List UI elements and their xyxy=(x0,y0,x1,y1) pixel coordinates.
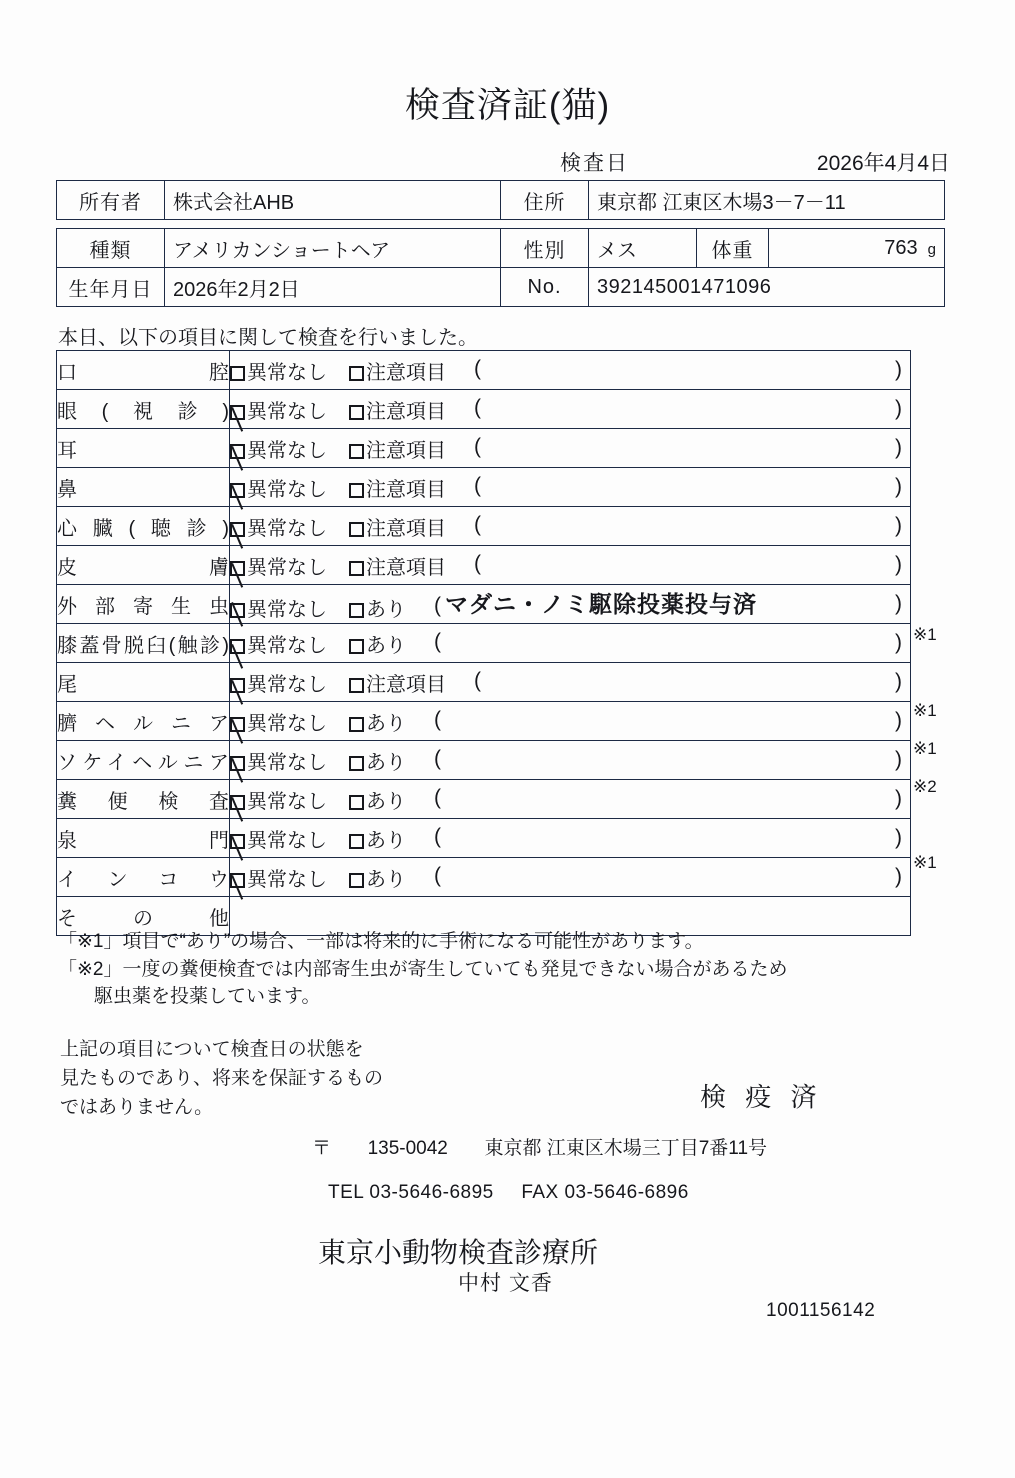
empty-checkbox-icon xyxy=(349,405,364,420)
footnote-mark xyxy=(913,806,1003,844)
clinic-tel: TEL 03-5646-6895 xyxy=(328,1182,494,1203)
note-paren-close: ) xyxy=(895,475,902,498)
checkmark-icon xyxy=(230,366,245,381)
empty-checkbox-icon xyxy=(349,678,364,693)
checkbox-normal[interactable] xyxy=(230,551,327,580)
checkbox-normal[interactable] xyxy=(230,434,327,463)
checkbox-abnormal[interactable] xyxy=(349,473,446,502)
note-paren-open: ( xyxy=(474,474,481,498)
checkbox-label: 注意項目 xyxy=(366,517,446,540)
checklist-item-label: 糞便検査 xyxy=(57,780,230,819)
checklist-row xyxy=(57,858,911,897)
checklist-note: マダニ・ノミ駆除投薬投与済 xyxy=(445,591,757,618)
checkbox-abnormal[interactable] xyxy=(349,668,446,697)
checklist-row xyxy=(57,624,911,663)
footnote-mark xyxy=(913,502,1003,540)
empty-checkbox-icon xyxy=(349,795,364,810)
checkbox-label: 注意項目 xyxy=(366,439,446,462)
footnote-2-cont: 駆虫薬を投薬しています。 xyxy=(94,986,321,1008)
checkbox-normal[interactable] xyxy=(230,668,327,697)
checkbox-normal[interactable] xyxy=(230,512,327,541)
checklist-item-options xyxy=(230,546,911,585)
registration-no-label: No. xyxy=(501,268,589,307)
note-paren-close: ) xyxy=(895,748,902,771)
checklist-item-options xyxy=(230,468,911,507)
checkbox-abnormal[interactable] xyxy=(349,746,406,775)
checkbox-label: 異常なし xyxy=(247,400,327,423)
checkbox-label: 異常なし xyxy=(247,439,327,462)
checklist-item-options xyxy=(230,819,911,858)
intro-text: 本日、以下の項目に関して検査を行いました。 xyxy=(58,327,478,349)
note-paren-close: ) xyxy=(895,865,902,888)
checkbox-label: 異常なし xyxy=(247,556,327,579)
footnote-mark xyxy=(913,426,1003,464)
checklist-item-label: 膝蓋骨脱臼(触診) xyxy=(57,624,230,663)
checkbox-label: 異常なし xyxy=(247,361,327,384)
checklist-item-options xyxy=(230,780,911,819)
checkmark-icon xyxy=(230,639,245,654)
note-paren-open: ( xyxy=(434,594,441,618)
checklist-item-label: 外部寄生虫 xyxy=(57,585,230,624)
checkbox-abnormal[interactable] xyxy=(349,356,446,385)
note-paren-open: ( xyxy=(474,435,481,459)
sex-label: 性別 xyxy=(501,229,589,268)
empty-checkbox-icon xyxy=(349,561,364,576)
clinic-person-name: 中村 文香 xyxy=(458,1272,553,1295)
breed-value: アメリカンショートヘア xyxy=(165,229,501,268)
checkbox-label: 注意項目 xyxy=(366,556,446,579)
checklist-item-options xyxy=(230,390,911,429)
checklist-item-label: 心臓(聴診) xyxy=(57,507,230,546)
empty-checkbox-icon xyxy=(349,717,364,732)
checkbox-label: 注意項目 xyxy=(366,361,446,384)
owner-label: 所有者 xyxy=(57,181,165,220)
checkbox-abnormal[interactable] xyxy=(349,785,406,814)
clinic-name: 東京小動物検査診療所 xyxy=(318,1237,599,1268)
checklist-item-label: その他 xyxy=(57,897,230,936)
note-paren-close: ) xyxy=(895,397,902,420)
empty-checkbox-icon xyxy=(349,366,364,381)
postal-mark-icon: 〒 xyxy=(312,1138,332,1159)
footnote-mark: ※1 xyxy=(913,625,937,644)
checklist-row xyxy=(57,429,911,468)
checkbox-label: 異常なし xyxy=(247,517,327,540)
checkmark-icon xyxy=(230,834,245,849)
disclaimer-line-1: 上記の項目について検査日の状態を xyxy=(60,1039,364,1060)
registration-no-value: 392145001471096 xyxy=(589,268,945,307)
weight-value: 763 xyxy=(884,236,918,259)
note-paren-close: ) xyxy=(895,358,902,381)
checkbox-label: 異常なし xyxy=(247,634,327,657)
empty-checkbox-icon xyxy=(349,603,364,618)
checkbox-label: 異常なし xyxy=(247,751,327,774)
footnote-mark xyxy=(913,882,1003,920)
checklist-item-label: 耳 xyxy=(57,429,230,468)
checkmark-icon xyxy=(230,522,245,537)
checkbox-abnormal[interactable] xyxy=(349,512,446,541)
birth-label: 生年月日 xyxy=(57,268,165,307)
checkbox-label: あり xyxy=(366,751,406,774)
note-paren-open: ( xyxy=(434,864,441,888)
checklist-row xyxy=(57,741,911,780)
checklist-item-label: ソケイヘルニア xyxy=(57,741,230,780)
checkbox-normal[interactable] xyxy=(230,824,327,853)
checklist-item-label: インコウ xyxy=(57,858,230,897)
checkbox-label: 異常なし xyxy=(247,790,327,813)
owner-table xyxy=(56,180,945,220)
checkmark-icon xyxy=(230,717,245,732)
checkmark-icon xyxy=(230,603,245,618)
checklist-row xyxy=(57,585,911,624)
address-label: 住所 xyxy=(501,181,589,220)
checkbox-normal[interactable] xyxy=(230,356,327,385)
checkbox-label: あり xyxy=(366,868,406,891)
checklist-item-label: 口腔 xyxy=(57,351,230,390)
note-paren-close: ) xyxy=(895,826,902,849)
note-paren-close: ) xyxy=(895,592,902,615)
checklist-row xyxy=(57,663,911,702)
checklist-item-options xyxy=(230,858,911,897)
checkbox-label: 注意項目 xyxy=(366,673,446,696)
footnote-mark xyxy=(913,654,1003,692)
checkbox-label: 異常なし xyxy=(247,829,327,852)
note-paren-open: ( xyxy=(434,747,441,771)
checkmark-icon xyxy=(230,756,245,771)
footnote-mark xyxy=(913,540,1003,578)
checkbox-normal[interactable] xyxy=(230,395,327,424)
checkbox-abnormal[interactable] xyxy=(349,395,446,424)
checkbox-normal[interactable] xyxy=(230,863,327,892)
disclaimer xyxy=(60,1036,383,1123)
checkbox-label: 異常なし xyxy=(247,478,327,501)
footnote-mark xyxy=(913,350,1003,388)
breed-label: 種類 xyxy=(57,229,165,268)
empty-checkbox-icon xyxy=(349,834,364,849)
checklist-item-label: 臍ヘルニア xyxy=(57,702,230,741)
checkmark-icon xyxy=(230,561,245,576)
animal-table xyxy=(56,228,945,307)
footnotes xyxy=(58,928,788,1011)
checklist-row xyxy=(57,390,911,429)
address-value: 東京都 江東区木場3－7－11 xyxy=(589,181,945,220)
checkbox-label: 異常なし xyxy=(247,712,327,735)
checkbox-label: あり xyxy=(366,712,406,735)
note-paren-open: ( xyxy=(474,513,481,537)
note-paren-close: ) xyxy=(895,436,902,459)
checkbox-normal[interactable] xyxy=(230,593,327,622)
footnote-mark: ※1 xyxy=(913,739,937,758)
checklist-row xyxy=(57,468,911,507)
checkmark-icon xyxy=(230,795,245,810)
note-paren-close: ) xyxy=(895,553,902,576)
checkbox-abnormal[interactable] xyxy=(349,824,406,853)
note-paren-open: ( xyxy=(434,630,441,654)
disclaimer-line-3: ではありません。 xyxy=(60,1096,214,1118)
sex-value: メス xyxy=(589,229,697,268)
table-row xyxy=(57,229,945,268)
checklist-item-options xyxy=(230,741,911,780)
weight-unit: g xyxy=(927,240,936,258)
footnote-mark xyxy=(913,388,1003,426)
footnote-mark: ※1 xyxy=(913,701,937,720)
checkbox-normal[interactable] xyxy=(230,785,327,814)
checkbox-normal[interactable] xyxy=(230,707,327,736)
checklist-row xyxy=(57,819,911,858)
note-paren-open: ( xyxy=(434,708,441,732)
checklist-item-options xyxy=(230,429,911,468)
footnote-mark xyxy=(913,578,1003,616)
checklist-item-options xyxy=(230,585,911,624)
empty-checkbox-icon xyxy=(230,873,245,888)
checkbox-label: 注意項目 xyxy=(366,478,446,501)
page-title: 検査済証(猫) xyxy=(404,86,611,125)
checklist-item-options xyxy=(230,507,911,546)
checkbox-label: あり xyxy=(366,829,406,852)
birth-value: 2026年2月2日 xyxy=(165,268,501,307)
checkbox-normal[interactable] xyxy=(230,746,327,775)
checklist-item-label: 皮膚 xyxy=(57,546,230,585)
checklist-row xyxy=(57,780,911,819)
checkbox-abnormal[interactable] xyxy=(349,593,406,622)
inspection-date-row xyxy=(560,147,950,177)
checklist-row xyxy=(57,546,911,585)
empty-checkbox-icon xyxy=(349,444,364,459)
empty-checkbox-icon xyxy=(349,639,364,654)
note-paren-close: ) xyxy=(895,709,902,732)
empty-checkbox-icon xyxy=(349,873,364,888)
note-paren-open: ( xyxy=(474,396,481,420)
checklist-row xyxy=(57,702,911,741)
checklist-item-options xyxy=(230,702,911,741)
postal-code: 135-0042 xyxy=(367,1138,448,1159)
checkmark-icon xyxy=(230,444,245,459)
owner-value: 株式会社AHB xyxy=(165,181,501,220)
note-paren-close: ) xyxy=(895,631,902,654)
checklist-row xyxy=(57,351,911,390)
note-paren-close: ) xyxy=(895,514,902,537)
footnote-mark: ※2 xyxy=(913,777,937,796)
disclaimer-line-2: 見たものであり、将来を保証するもの xyxy=(60,1067,384,1089)
empty-checkbox-icon xyxy=(349,756,364,771)
checkmark-icon xyxy=(230,678,245,693)
table-row xyxy=(57,181,945,220)
footnote-2: 「※2」一度の糞便検査では内部寄生虫が寄生していても発見できない場合があるため xyxy=(58,958,788,980)
weight-label: 体重 xyxy=(697,229,769,268)
checklist-item-label: 泉門 xyxy=(57,819,230,858)
checkbox-abnormal[interactable] xyxy=(349,551,446,580)
footnote-marks-column xyxy=(913,350,1003,920)
checkbox-label: あり xyxy=(366,598,406,621)
checkbox-normal[interactable] xyxy=(230,473,327,502)
quarantine-stamp: 検 疫 済 xyxy=(700,1082,823,1112)
clinic-address xyxy=(312,1133,767,1160)
empty-checkbox-icon xyxy=(349,522,364,537)
inspection-checklist-table xyxy=(56,350,911,936)
checkbox-abnormal[interactable] xyxy=(349,629,406,658)
note-paren-open: ( xyxy=(474,552,481,576)
checklist-item-label: 眼(視診) xyxy=(57,390,230,429)
checkbox-normal[interactable] xyxy=(230,629,327,658)
clinic-contact xyxy=(328,1182,689,1204)
note-paren-open: ( xyxy=(434,825,441,849)
empty-checkbox-icon xyxy=(349,483,364,498)
checkbox-abnormal[interactable] xyxy=(349,863,406,892)
note-paren-close: ) xyxy=(895,787,902,810)
clinic-fax: FAX 03-5646-6896 xyxy=(521,1182,689,1203)
checkmark-icon xyxy=(230,405,245,420)
weight-cell xyxy=(769,229,945,268)
note-paren-open: ( xyxy=(474,669,481,693)
checklist-item-options xyxy=(230,624,911,663)
checkbox-label: 注意項目 xyxy=(366,400,446,423)
checklist-row xyxy=(57,507,911,546)
checklist-item-label: 尾 xyxy=(57,663,230,702)
checkbox-label: 異常なし xyxy=(247,673,327,696)
inspection-date-label: 検査日 xyxy=(560,152,629,175)
footnote-1: 「※1」項目で“あり”の場合、一部は将来的に手術になる可能性があります。 xyxy=(58,931,704,952)
footnote-mark: ※1 xyxy=(913,853,937,872)
note-paren-close: ) xyxy=(895,670,902,693)
checkbox-label: あり xyxy=(366,634,406,657)
checkbox-label: 異常なし xyxy=(247,868,327,891)
clinic-address-text: 東京都 江東区木場三丁目7番11号 xyxy=(484,1138,768,1159)
footnote-mark xyxy=(913,464,1003,502)
checklist-item-options xyxy=(230,351,911,390)
note-paren-open: ( xyxy=(434,786,441,810)
checklist-item-options xyxy=(230,663,911,702)
checkbox-abnormal[interactable] xyxy=(349,707,406,736)
checklist-item-label: 鼻 xyxy=(57,468,230,507)
inspection-date-value: 2026年4月4日 xyxy=(816,152,950,175)
checkbox-label: あり xyxy=(366,790,406,813)
table-row xyxy=(57,268,945,307)
reference-number: 1001156142 xyxy=(766,1300,876,1321)
note-paren-open: ( xyxy=(474,357,481,381)
checkbox-label: 異常なし xyxy=(247,598,327,621)
checkbox-abnormal[interactable] xyxy=(349,434,446,463)
checkmark-icon xyxy=(230,483,245,498)
